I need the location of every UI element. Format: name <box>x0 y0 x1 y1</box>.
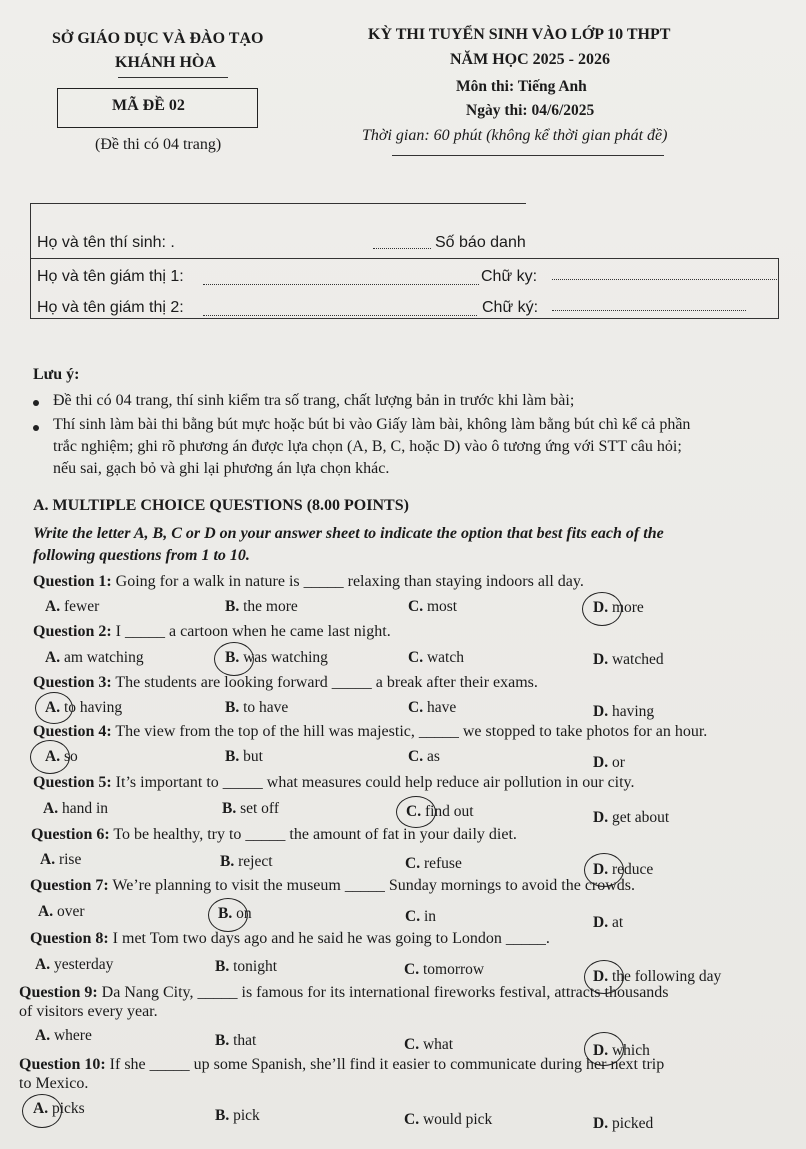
notes-title: Lưu ý: <box>33 366 80 383</box>
answer-circle <box>396 796 436 828</box>
province-name: KHÁNH HÒA <box>115 54 216 71</box>
form-top-line <box>30 203 526 204</box>
question-text: I met Tom two days ago and he said he was going to London _____. <box>112 930 550 947</box>
question-4 <box>33 723 707 741</box>
section-instruction: following questions from 1 to 10. <box>33 547 250 564</box>
option-a[interactable]: A. to having <box>45 699 123 716</box>
question-7 <box>30 877 635 895</box>
option-c[interactable]: C. as <box>408 748 440 765</box>
question-label: Question 4: <box>33 723 112 740</box>
option-a[interactable]: A. fewer <box>45 598 100 615</box>
question-label: Question 3: <box>33 674 112 691</box>
option-c[interactable]: C. refuse <box>405 855 462 872</box>
answer-circle <box>208 898 248 932</box>
exam-code: MÃ ĐỀ 02 <box>112 97 185 114</box>
option-d[interactable]: D. having <box>593 703 655 720</box>
school-year: NĂM HỌC 2025 - 2026 <box>450 51 610 68</box>
option-d[interactable]: D. get about <box>593 809 670 826</box>
option-c[interactable]: C. would pick <box>404 1111 493 1128</box>
option-a[interactable]: A. so <box>45 748 78 765</box>
answer-circle <box>30 740 70 774</box>
question-label: Question 7: <box>30 877 109 894</box>
dotted-line <box>552 279 777 280</box>
option-d[interactable]: D. the following day <box>593 968 722 985</box>
question-label: Question 5: <box>33 774 112 791</box>
dotted-line <box>203 315 477 316</box>
question-label: Question 10: <box>19 1056 106 1073</box>
question-9-continued: of visitors every year. <box>19 1003 158 1020</box>
question-5 <box>33 774 635 792</box>
department-name: SỞ GIÁO DỤC VÀ ĐÀO TẠO <box>52 30 264 47</box>
option-c[interactable]: C. most <box>408 598 458 615</box>
question-label: Question 2: <box>33 623 112 640</box>
option-d[interactable]: D. watched <box>593 651 664 668</box>
dotted-line <box>552 310 746 311</box>
answer-circle <box>22 1094 62 1128</box>
question-text: If she _____ up some Spanish, she’ll find it easier to communicate during her next trip <box>109 1056 665 1073</box>
option-b[interactable]: B. set off <box>222 800 279 817</box>
option-a[interactable]: A. over <box>38 903 85 920</box>
section-title: A. MULTIPLE CHOICE QUESTIONS (8.00 POINTS) <box>33 497 409 514</box>
option-d[interactable]: D. picked <box>593 1115 654 1132</box>
option-c[interactable]: C. tomorrow <box>404 961 485 978</box>
proctor1-label: Họ và tên giám thị 1: <box>37 268 184 285</box>
option-a[interactable]: A. where <box>35 1027 92 1044</box>
option-a[interactable]: A. hand in <box>43 800 109 817</box>
dotted-line <box>373 248 431 249</box>
option-b[interactable]: B. but <box>225 748 263 765</box>
exam-duration: Thời gian: 60 phút (không kể thời gian phát đề) <box>362 127 668 144</box>
question-3 <box>33 674 538 692</box>
option-b[interactable]: B. was watching <box>225 649 328 666</box>
question-label: Question 9: <box>19 984 98 1001</box>
dotted-line <box>203 284 479 285</box>
student-name-label: Họ và tên thí sinh: . <box>37 234 175 251</box>
option-b[interactable]: B. reject <box>220 853 273 870</box>
form-bottom-line <box>30 318 779 319</box>
header-divider-left <box>118 77 228 78</box>
signature1-label: Chữ ky: <box>481 268 538 285</box>
option-d[interactable]: D. or <box>593 754 625 771</box>
question-6 <box>31 826 517 844</box>
question-text: I _____ a cartoon when he came last night. <box>115 623 391 640</box>
option-b[interactable]: B. to have <box>225 699 289 716</box>
option-d[interactable]: D. more <box>593 599 644 616</box>
pages-note: (Đề thi có 04 trang) <box>95 136 222 153</box>
form-mid-line <box>30 258 779 259</box>
subject: Môn thi: Tiếng Anh <box>456 78 587 95</box>
option-c[interactable]: C. find out <box>406 803 474 820</box>
option-b[interactable]: B. the more <box>225 598 298 615</box>
form-left-line <box>30 203 31 318</box>
candidate-number-label: Số báo danh <box>435 234 526 251</box>
question-text: The view from the top of the hill was majestic, _____ we stopped to take photos for an hour. <box>115 723 708 740</box>
question-text: Going for a walk in nature is _____ relaxing than staying indoors all day. <box>115 573 584 590</box>
question-text: To be healthy, try to _____ the amount of fat in your daily diet. <box>113 826 517 843</box>
question-text: Da Nang City, _____ is famous for its international fireworks festival, attracts thousands <box>101 984 669 1001</box>
option-d[interactable]: D. reduce <box>593 861 654 878</box>
note-item: nếu sai, gạch bỏ và ghi lại phương án lựa chọn khác. <box>53 460 390 477</box>
answer-circle <box>582 592 622 626</box>
note-item: Đề thi có 04 trang, thí sinh kiểm tra số trang, chất lượng bản in trước khi làm bài; <box>53 392 575 409</box>
question-text: It’s important to _____ what measures could help reduce air pollution in our city. <box>115 774 635 791</box>
bullet <box>33 400 39 406</box>
question-2 <box>33 623 391 641</box>
exam-title: KỲ THI TUYỂN SINH VÀO LỚP 10 THPT <box>368 26 671 43</box>
option-b[interactable]: B. on <box>218 905 252 922</box>
question-label: Question 8: <box>30 930 109 947</box>
note-item: trắc nghiệm; ghi rõ phương án được lựa chọn (A, B, C, hoặc D) vào ô tương ứng với STT câu hỏi; <box>53 438 682 455</box>
header-divider-right <box>392 155 664 156</box>
option-c[interactable]: C. watch <box>408 649 464 666</box>
question-8 <box>30 930 550 948</box>
option-b[interactable]: B. tonight <box>215 958 278 975</box>
question-10-continued: to Mexico. <box>19 1075 89 1092</box>
option-c[interactable]: C. have <box>408 699 457 716</box>
answer-circle <box>214 642 254 676</box>
form-right-line <box>778 258 779 319</box>
option-b[interactable]: B. pick <box>215 1107 260 1124</box>
option-c[interactable]: C. in <box>405 908 437 925</box>
question-label: Question 1: <box>33 573 112 590</box>
question-text: The students are looking forward _____ a break after their exams. <box>115 674 538 691</box>
option-c[interactable]: C. what <box>404 1036 454 1053</box>
question-label: Question 6: <box>31 826 110 843</box>
bullet <box>33 425 39 431</box>
question-10 <box>19 1056 664 1074</box>
option-b[interactable]: B. that <box>215 1032 257 1049</box>
question-9 <box>19 984 669 1002</box>
section-instruction: Write the letter A, B, C or D on your answer sheet to indicate the option that best fits each of the <box>33 525 664 542</box>
proctor2-label: Họ và tên giám thị 2: <box>37 299 184 316</box>
option-a[interactable]: A. rise <box>40 851 82 868</box>
question-1 <box>33 573 584 591</box>
option-a[interactable]: A. am watching <box>45 649 144 666</box>
signature2-label: Chữ ký: <box>482 299 539 316</box>
option-d[interactable]: D. which <box>593 1042 650 1059</box>
note-item: Thí sinh làm bài thi bằng bút mực hoặc bút bi vào Giấy làm bài, không làm bằng bút chì kể cả phần <box>53 416 691 433</box>
answer-circle <box>35 692 73 724</box>
option-a[interactable]: A. yesterday <box>35 956 114 973</box>
exam-date: Ngày thi: 04/6/2025 <box>466 102 595 119</box>
question-text: We’re planning to visit the museum _____ Sunday mornings to avoid the crowds. <box>112 877 636 894</box>
option-d[interactable]: D. at <box>593 914 624 931</box>
option-a[interactable]: A. picks <box>33 1100 85 1117</box>
